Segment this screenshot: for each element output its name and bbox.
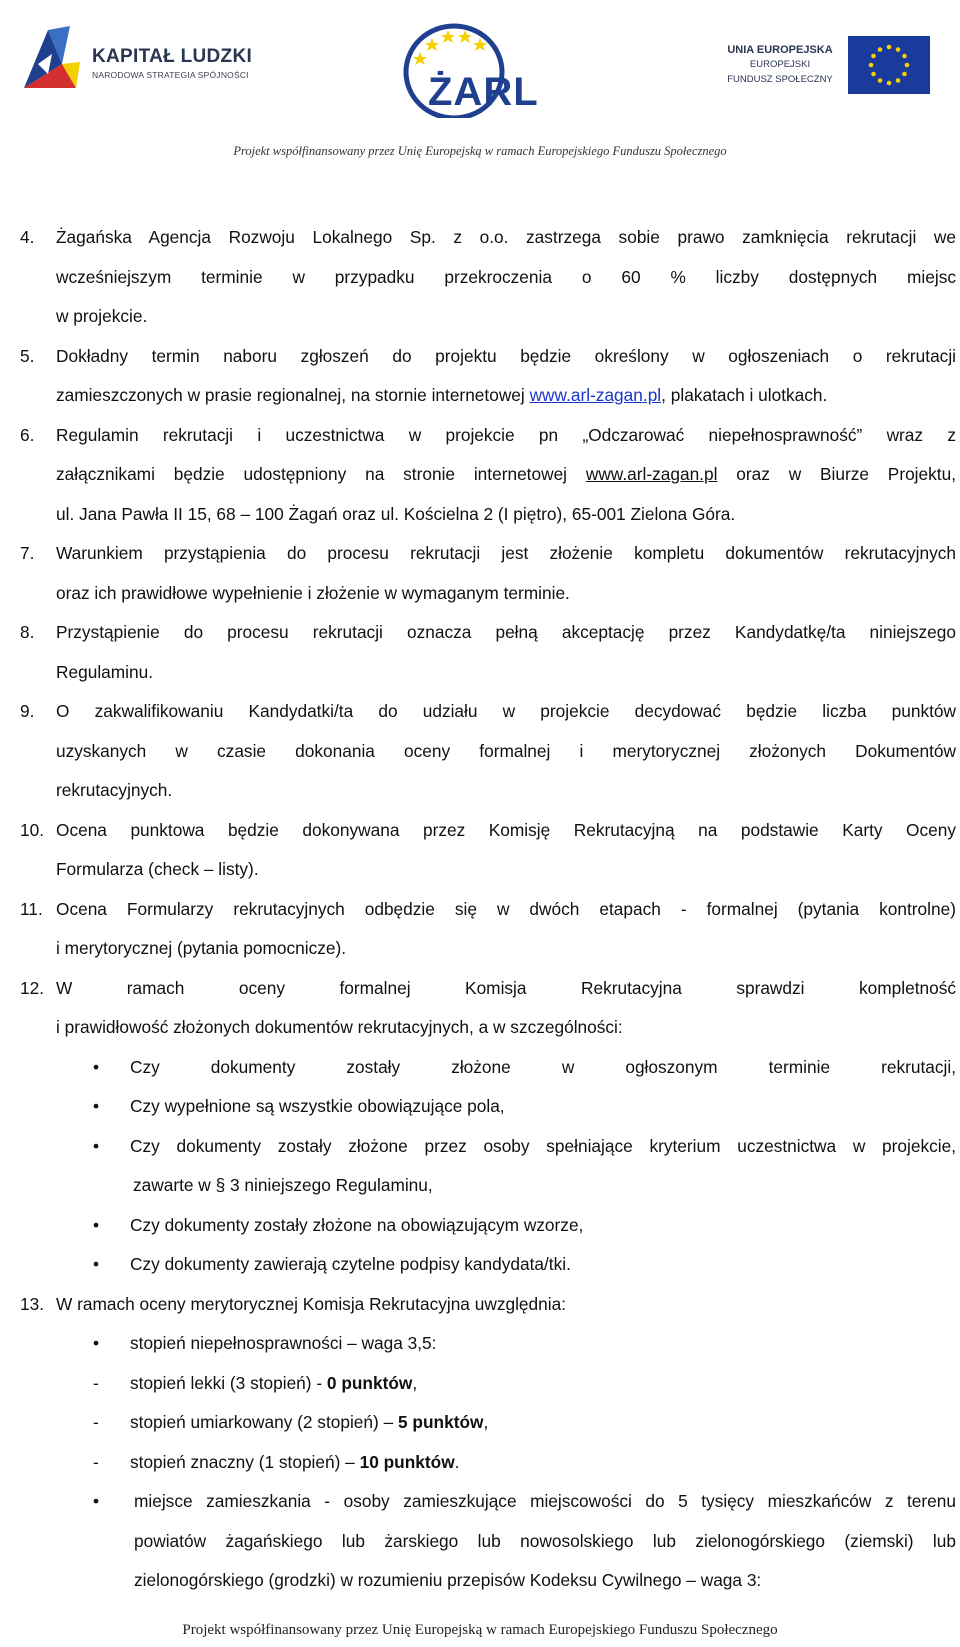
points-value: 5 punktów [398,1412,484,1432]
item-number: 12. [20,977,45,998]
item-text-line: Przystąpienie do procesu rekrutacji oznacza pełną akceptację przez Kandydatkę/ta niniejszego [56,622,956,642]
bullet-text: Czy wypełnione są wszystkie obowiązujące pola, [130,1096,505,1116]
dash-marker: - [93,1372,99,1393]
item-number: 8. [20,622,35,642]
list-item-4 [20,218,956,337]
text-segment: stopień umiarkowany (2 stopień) – [130,1412,398,1432]
item-text-line: Regulamin rekrutacji i uczestnictwa w projekcie pn „Odczarować niepełnosprawność” wraz z [56,424,956,445]
points-value: 0 punktów [326,1372,413,1393]
item-text-line [56,376,956,416]
item-number: 7. [20,543,35,563]
bullet-item [20,1206,956,1246]
item-text-line: w projekcie. [56,306,148,326]
bullet-continuation [20,1166,956,1206]
kapital-ludzki-emblem-icon [18,24,88,94]
bullet-item [20,1324,956,1364]
bullet-text: zawarte w § 3 niniejszego Regulaminu, [133,1175,433,1195]
item-text-line: W ramach oceny merytorycznej Komisja Rekrutacyjna uwzględnia: [56,1293,566,1314]
text-segment: , [483,1412,489,1432]
item-text-line: i prawidłowość złożonych dokumentów rekrutacyjnych, a w szczególności: [56,1017,623,1037]
bullet-text: stopień niepełnosprawności – waga 3,5: [130,1333,437,1353]
list-item-6 [20,416,956,535]
item-text-line: Formularza (check – listy). [56,859,259,879]
list-item-12 [20,969,956,1048]
item-text-line: O zakwalifikowaniu Kandydatki/ta do udziału w projekcie decydować będzie liczba punktów [56,701,956,721]
eu-logo-line3: FUNDUSZ SPOŁECZNY [727,74,833,85]
item-number: 11. [20,898,43,919]
bullet-item [20,1245,956,1285]
list-item-7 [20,534,956,613]
item-text-line: Ocena Formularzy rekrutacyjnych odbędzie się w dwóch etapach - formalnej (pytania kontrolne) [56,898,956,919]
text-segment: zamieszczonych w prasie regionalnej, na stornie internetowej [56,385,530,405]
bullet-marker: • [93,1096,100,1116]
text-segment: stopień znaczny (1 stopień) – [130,1451,360,1472]
item-text-line: Dokładny termin naboru zgłoszeń do projektu będzie określony w ogłoszeniach o rekrutacji [56,345,956,366]
list-item-10 [20,811,956,890]
bullet-marker: • [93,1056,100,1077]
item-text-line: ul. Jana Pawła II 15, 68 – 100 Żagań oraz ul. Kościelna 2 (I piętro), 65-001 Zielona Góra. [56,503,736,524]
bullet-item [20,1127,956,1167]
list-item-5 [20,337,956,416]
item-number: 9. [20,701,35,721]
eu-logo-line1: UNIA EUROPEJSKA [727,44,833,56]
website-link[interactable]: www.arl-zagan.pl [585,464,718,484]
bullet-text: Czy dokumenty zostały złożone przez osoby spełniające kryterium uczestnictwa w projekcie, [130,1135,956,1156]
eu-logo [720,36,940,106]
text-segment: stopień lekki (3 stopień) - [130,1372,327,1393]
item-text-line: wcześniejszym terminie w przypadku przekroczenia o 60 % liczby dostępnych miejsc [56,266,956,287]
item-text-line: i merytorycznej (pytania pomocnicze). [56,938,347,958]
bullet-marker: • [93,1491,100,1511]
list-item-13 [20,1285,956,1325]
bullet-marker: • [93,1135,100,1156]
bullet-marker: • [93,1214,100,1235]
zarl-logo [392,18,552,118]
dash-item [20,1443,956,1483]
bullet-text: Czy dokumenty zawierają czytelne podpisy kandydata/tki. [130,1254,571,1274]
bullet-item [20,1482,956,1522]
item-text-line: rekrutacyjnych. [56,780,173,800]
page-footer: Projekt współfinansowany przez Unię Europejską w ramach Europejskiego Funduszu Społecznego [182,1622,778,1638]
item-number: 6. [20,424,35,445]
item-text-line: Regulaminu. [56,661,154,682]
bullet-item [20,1048,956,1088]
list-item-11 [20,890,956,969]
eu-logo-line2: EUROPEJSKI [749,59,811,70]
text-segment: oraz w Biurze Projektu, [717,464,956,484]
document-body [20,218,956,1601]
item-text-line: Ocena punktowa będzie dokonywana przez Komisję Rekrutacyjną na podstawie Karty Oceny [56,819,956,840]
dash-marker: - [93,1412,99,1432]
item-text-line: Żagańska Agencja Rozwoju Lokalnego Sp. z o.o. zastrzega sobie prawo zamknięcia rekrutacji we [56,227,956,247]
item-text-line: W ramach oceny formalnej Komisja Rekrutacyjna sprawdzi kompletność [56,977,956,998]
dash-item [20,1364,956,1404]
website-link[interactable]: www.arl-zagan.pl [529,385,662,405]
dash-item [20,1403,956,1443]
item-number: 5. [20,345,35,366]
points-value: 10 punktów [359,1451,455,1472]
bullet-item [20,1087,956,1127]
bullet-continuation: zielonogórskiego (grodzki) w rozumieniu przepisów Kodeksu Cywilnego – waga 3: [134,1570,762,1590]
page-header [0,0,960,170]
item-number: 10. [20,819,45,840]
item-text-line: Warunkiem przystąpienia do procesu rekrutacji jest złożenie kompletu dokumentów rekrutacyjnych [56,543,956,563]
item-text-line: uzyskanych w czasie dokonania oceny formalnej i merytorycznej złożonych Dokumentów [56,740,956,761]
item-number: 13. [20,1293,45,1314]
bullet-marker: • [93,1333,100,1353]
header-caption: Projekt współfinansowany przez Unię Europejską w ramach Europejskiego Funduszu Społecznego [233,144,727,158]
dash-marker: - [93,1451,99,1472]
item-text-line [56,455,956,495]
text-segment: , plakatach i ulotkach. [661,385,828,405]
list-item-9 [20,692,956,811]
bullet-continuation: powiatów żagańskiego lub żarskiego lub nowosolskiego lub zielonogórskiego (ziemski) lub [134,1530,956,1551]
text-segment: załącznikami będzie udostępniony na stronie internetowej [56,464,586,484]
kapital-ludzki-subtitle: NARODOWA STRATEGIA SPÓJNOŚCI [92,70,249,80]
text-segment: , [412,1372,418,1393]
list-item-8 [20,613,956,692]
kapital-ludzki-logo [18,24,258,94]
bullet-text: miejsce zamieszkania - osoby zamieszkujące miejscowości do 5 tysięcy mieszkańców z terenu [134,1491,956,1511]
item-number: 4. [20,227,35,247]
zarl-logo-text: ŻARL [428,70,539,114]
item-text-line: oraz ich prawidłowe wypełnienie i złożenie w wymaganym terminie. [56,582,570,603]
text-segment: . [454,1451,460,1472]
bullet-marker: • [93,1254,100,1274]
bullet-text: Czy dokumenty zostały złożone na obowiązującym wzorze, [130,1214,584,1235]
kapital-ludzki-title: KAPITAŁ LUDZKI [92,46,253,67]
bullet-text: Czy dokumenty zostały złożone w ogłoszonym terminie rekrutacji, [130,1056,956,1077]
eu-flag-icon [848,36,930,94]
